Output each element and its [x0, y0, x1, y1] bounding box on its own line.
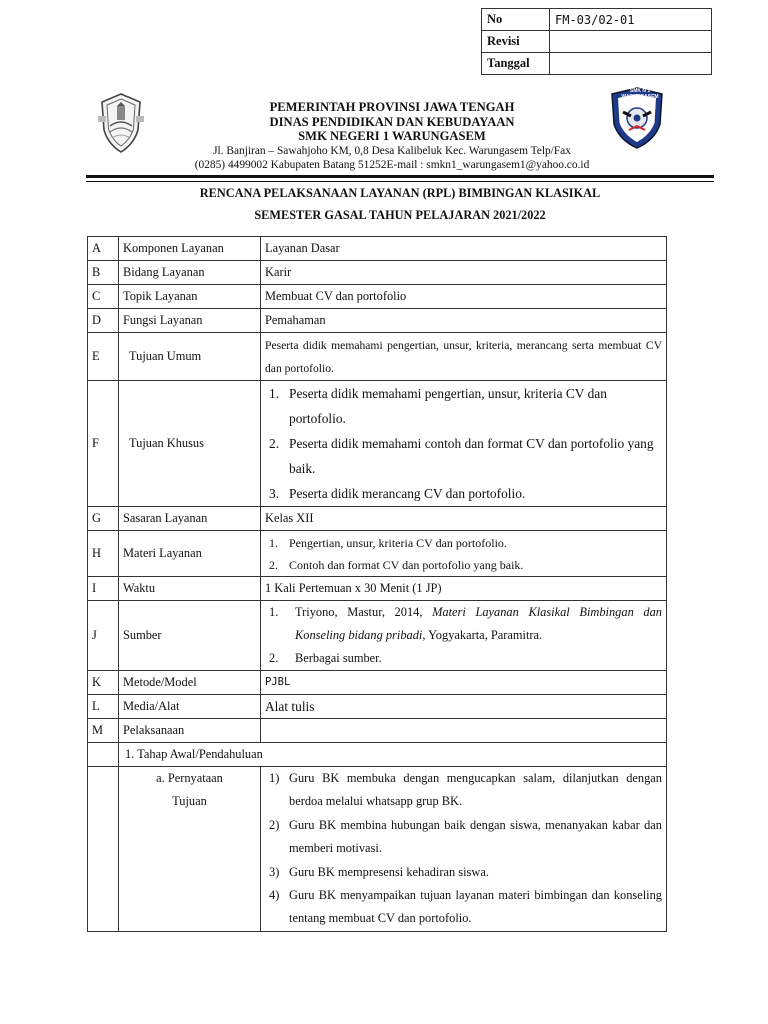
letterhead-thick-rule	[86, 175, 714, 178]
list-item: 3) Guru BK mempresensi kehadiran siswa.	[269, 864, 489, 879]
table-row	[88, 261, 667, 285]
substage-label: a. Pernyataan Tujuan	[119, 767, 261, 932]
specific-goals-list	[265, 381, 662, 506]
school-badge-text: SMK N 1 WARUNGASEM	[621, 88, 659, 100]
row-label: Pelaksanaan	[119, 719, 261, 743]
doc-info-row	[482, 53, 712, 75]
row-value	[261, 601, 667, 671]
material-list	[265, 532, 662, 576]
table-row	[88, 577, 667, 601]
province-emblem-logo	[98, 92, 144, 159]
row-label: Tujuan Khusus	[119, 381, 261, 507]
row-label: Bidang Layanan	[119, 261, 261, 285]
letterhead-department: DINAS PENDIDIKAN DAN KEBUDAYAAN	[269, 114, 515, 129]
list-item: 4) Guru BK menyampaikan tujuan layanan materi bimbingan dan konseling tentang membuat CV dan portofolio.	[269, 888, 662, 926]
table-row	[88, 381, 667, 507]
doc-info-row	[482, 31, 712, 53]
row-label: Sumber	[119, 601, 261, 671]
row-value: 1 Kali Pertemuan x 30 Menit (1 JP)	[261, 577, 667, 601]
row-value: Peserta didik memahami pengertian, unsur, kriteria, merancang serta membuat CV dan portofolio.	[261, 333, 667, 381]
table-row	[88, 507, 667, 531]
table-row	[88, 695, 667, 719]
table-row	[88, 719, 667, 743]
row-code: G	[88, 507, 119, 531]
row-value	[261, 531, 667, 577]
row-code: F	[88, 381, 119, 507]
row-code: J	[88, 601, 119, 671]
row-code: I	[88, 577, 119, 601]
row-value: Kelas XII	[261, 507, 667, 531]
list-item: 3. Peserta didik merancang CV dan portofolio.	[269, 486, 526, 501]
list-item: 2. Contoh dan format CV dan portofolio yang baik.	[269, 557, 524, 572]
table-row	[88, 601, 667, 671]
row-label: Media/Alat	[119, 695, 261, 719]
row-label: Materi Layanan	[119, 531, 261, 577]
doc-info-row	[482, 9, 712, 31]
rpl-table	[87, 236, 667, 932]
doc-info-label: Revisi	[482, 31, 550, 53]
table-row	[88, 743, 667, 767]
row-label: Sasaran Layanan	[119, 507, 261, 531]
letterhead-contact: (0285) 4499002 Kabupaten Batang 51252E-mail : smkn1_warungasem1@yahoo.co.id	[194, 159, 590, 171]
list-item: 1) Guru BK membuka dengan mengucapkan salam, dilanjutkan dengan berdoa melalui whatsapp grup BK.	[269, 771, 662, 809]
list-item: 1. Pengertian, unsur, kriteria CV dan portofolio.	[269, 535, 507, 550]
row-value	[261, 767, 667, 932]
row-code: L	[88, 695, 119, 719]
row-label: Tujuan Umum	[119, 333, 261, 381]
letterhead	[150, 100, 634, 173]
list-item: 2. Peserta didik memahami contoh dan format CV dan portofolio yang baik.	[269, 436, 654, 476]
list-item: 2) Guru BK membina hubungan baik dengan siswa, menanyakan kabar dan memberi motivasi.	[269, 817, 662, 856]
row-label: Topik Layanan	[119, 285, 261, 309]
document-info-table	[481, 8, 712, 75]
row-code: M	[88, 719, 119, 743]
row-code: H	[88, 531, 119, 577]
doc-info-value	[550, 53, 712, 75]
table-row	[88, 237, 667, 261]
row-code	[88, 743, 119, 767]
table-row	[88, 767, 667, 932]
source-item: 2. Berbagai sumber.	[269, 651, 382, 665]
document-subtitle: SEMESTER GASAL TAHUN PELAJARAN 2021/2022	[254, 208, 546, 222]
doc-info-label: No	[482, 9, 550, 31]
letterhead-school: SMK NEGERI 1 WARUNGASEM	[298, 129, 486, 143]
row-value: Layanan Dasar	[261, 237, 667, 261]
document-title: RENCANA PELAKSANAAN LAYANAN (RPL) BIMBINGAN KLASIKAL	[199, 186, 601, 200]
row-value: Alat tulis	[261, 695, 667, 719]
source-item: 1. Triyono, Mastur, 2014, Materi Layanan Klasikal Bimbingan dan Konseling bidang pribadi, Yogyakarta, Paramitra.	[269, 605, 662, 642]
row-code: A	[88, 237, 119, 261]
row-value: Pemahaman	[261, 309, 667, 333]
row-value: Karir	[261, 261, 667, 285]
row-code: B	[88, 261, 119, 285]
source-book-title: Materi Layanan Klasikal Bimbingan dan Konseling bidang pribadi	[295, 605, 662, 642]
row-label: Waktu	[119, 577, 261, 601]
list-item: 1. Peserta didik memahami pengertian, unsur, kriteria CV dan portofolio.	[269, 386, 607, 426]
table-row	[88, 333, 667, 381]
row-code: E	[88, 333, 119, 381]
letterhead-thin-rule	[86, 181, 714, 182]
row-value: Membuat CV dan portofolio	[261, 285, 667, 309]
row-code: K	[88, 671, 119, 695]
letterhead-address: Jl. Banjiran – Sawahjoho KM, 0,8 Desa Kalibeluk Kec. Warungasem Telp/Fax	[213, 144, 571, 157]
row-value	[261, 381, 667, 507]
row-code: C	[88, 285, 119, 309]
row-label: Komponen Layanan	[119, 237, 261, 261]
table-row	[88, 531, 667, 577]
table-row	[88, 285, 667, 309]
row-value: PJBL	[261, 671, 667, 695]
doc-info-value: FM-03/02-01	[550, 9, 712, 31]
table-row	[88, 309, 667, 333]
doc-info-label: Tanggal	[482, 53, 550, 75]
letterhead-government: PEMERINTAH PROVINSI JAWA TENGAH	[269, 100, 515, 114]
table-row	[88, 671, 667, 695]
stage-heading: 1. Tahap Awal/Pendahuluan	[119, 743, 667, 767]
row-label: Metode/Model	[119, 671, 261, 695]
row-code: D	[88, 309, 119, 333]
doc-info-value	[550, 31, 712, 53]
row-label: Fungsi Layanan	[119, 309, 261, 333]
row-value	[261, 719, 667, 743]
row-code	[88, 767, 119, 932]
activity-list	[265, 767, 662, 931]
